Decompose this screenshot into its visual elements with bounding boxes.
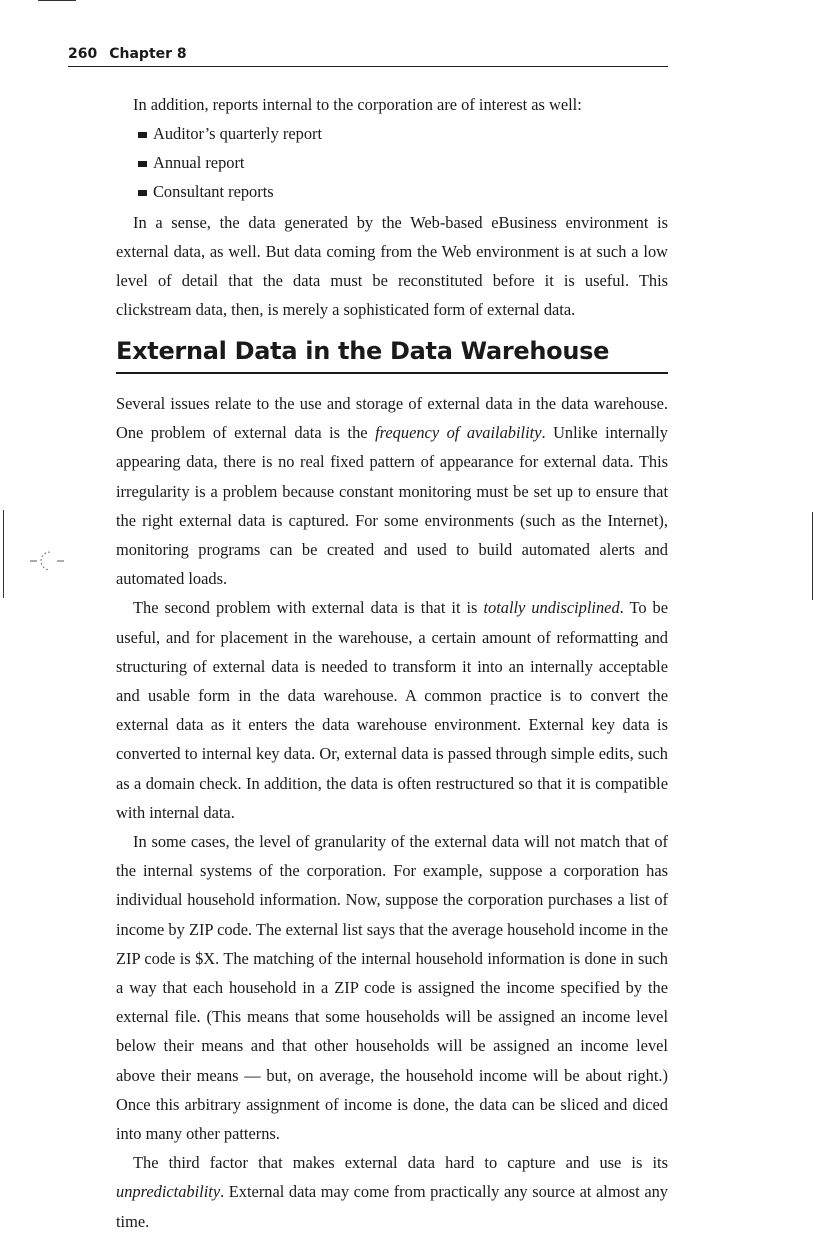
page-number: 260	[68, 46, 98, 62]
report-list	[116, 119, 668, 206]
square-bullet-icon	[138, 161, 147, 167]
section-title: External Data in the Data Warehouse	[116, 334, 668, 374]
paragraph-text: . To be useful, and for placement in the warehouse, a certain amount of reformatting and structuring of external data is needed to transform it into an internally acceptable and usable form in the data warehouse. A common practice is to convert the external data as it enters the data warehouse environment. External key data is converted to internal key data. Or, external data is passed through simple edits, such as a domain check. In addition, the data is often restructured so that it is compatible with internal data.	[116, 598, 669, 822]
paragraph-undisciplined	[116, 593, 668, 827]
list-item-text: Auditor’s quarterly report	[153, 124, 323, 143]
paragraph-text: Several issues relate to the use and storage of external data in the data warehouse. One problem of external data is the	[116, 394, 668, 443]
registration-mark-icon	[30, 548, 66, 574]
paragraph-unpredictability	[116, 1148, 668, 1236]
margin-rule-left	[3, 510, 4, 598]
paragraph-frequency	[116, 389, 668, 593]
list-item	[116, 148, 668, 177]
paragraph-text: The second problem with external data is that it is	[133, 598, 484, 618]
list-item	[116, 119, 668, 148]
section-body	[116, 389, 668, 1236]
list-item-text: Consultant reports	[153, 182, 274, 201]
square-bullet-icon	[138, 132, 147, 138]
square-bullet-icon	[138, 190, 147, 196]
list-item	[116, 177, 668, 206]
chapter-label: Chapter 8	[109, 46, 187, 62]
paragraph-text: . Unlike internally appearing data, there is no real fixed pattern of appearance for external data. This irregularity is a problem because constant monitoring must be set up to ensure that the right external data is captured. For some environments (such as the Internet), monitoring programs can be created and used to build automated alerts and automated loads.	[116, 423, 668, 589]
emphasis-term: frequency of availability	[375, 423, 542, 443]
emphasis-term: totally undisciplined	[483, 598, 620, 618]
paragraph-granularity: In some cases, the level of granularity of the external data will not match that of the internal systems of the corporation. For example, suppose a corporation has individual household information. Now, suppose the corporation purchases a list of income by ZIP code. The external list says that the average household income in the ZIP code is $X. The matching of the internal household information is done in such a way that each household in a ZIP code is assigned the income specified by the external file. (This means that some households will be assigned an income level below their means and that other households will be assigned an income level above their means — but, on average, the household income will be about right.) Once this arbitrary assignment of income is done, the data can be sliced and diced into many other patterns.	[116, 832, 668, 1144]
emphasis-term: unpredictability	[116, 1182, 221, 1202]
paragraph-text: The third factor that makes external data hard to capture and use is its	[133, 1153, 668, 1173]
intro-lead: In addition, reports internal to the corporation are of interest as well:	[133, 95, 582, 114]
intro-paragraph: In a sense, the data generated by the Web-based eBusiness environment is external data, as well. But data coming from the Web environment is at such a low level of detail that the data must be reconstituted before it is useful. This clickstream data, then, is merely a sophisticated form of external data.	[116, 213, 668, 319]
margin-rule-right	[812, 512, 813, 600]
intro-block	[116, 90, 668, 324]
paragraph-text: . External data may come from practically any source at almost any time.	[116, 1182, 668, 1231]
running-head	[68, 44, 668, 67]
crop-mark-top	[38, 0, 76, 1]
list-item-text: Annual report	[153, 153, 245, 172]
